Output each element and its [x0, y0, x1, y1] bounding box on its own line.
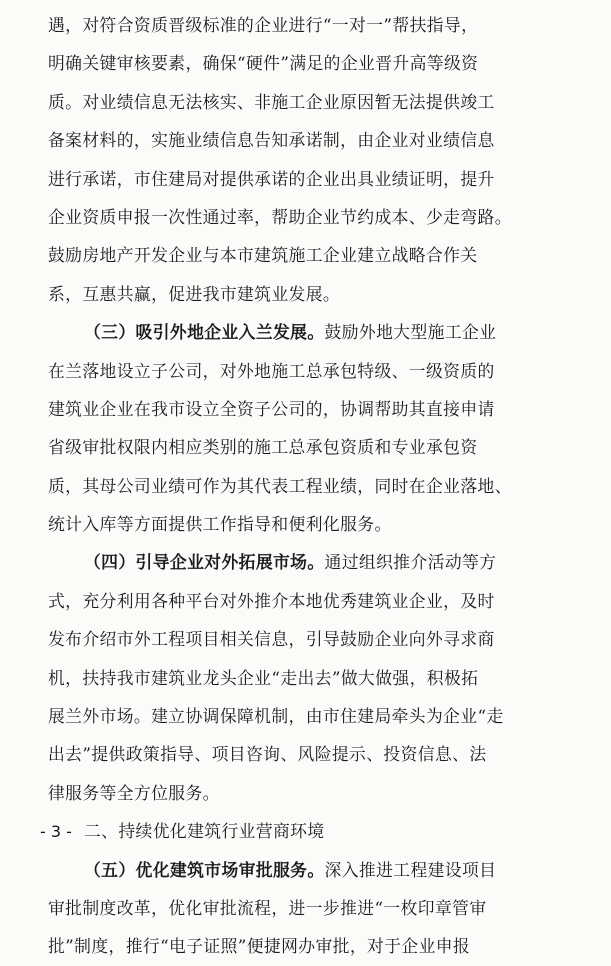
subsection-heading-3: （三）吸引外地企业入兰发展。 [84, 322, 325, 343]
section-heading: 二、持续优化建筑行业营商环境 [84, 821, 325, 842]
text-line: 质。对业绩信息无法核实、非施工企业原因暂无法提供竣工 [48, 91, 495, 112]
paragraph-first-line [48, 851, 568, 889]
document-page [48, 6, 568, 966]
paragraph-first-line [48, 543, 568, 581]
text-line: 鼓励房地产开发企业与本市建筑施工企业建立战略合作关 [48, 245, 478, 266]
text-line: 审批制度改革，优化审批流程，进一步推进“一枚印章管审 [48, 897, 487, 918]
text-line: 质，其母公司业绩可作为其代表工程业绩，同时在企业落地、 [48, 475, 512, 496]
text-line: 在兰落地设立子公司，对外地施工总承包特级、一级资质的 [48, 360, 495, 381]
text-run: 通过组织推介活动等方 [324, 552, 497, 573]
text-run: 深入推进工程建设项目 [324, 859, 497, 880]
text-run: 鼓励外地大型施工企业 [324, 322, 497, 343]
text-line: 明确关键审核要素，确保“硬件”满足的企业晋升高等级资 [48, 53, 479, 74]
text-line: 统计入库等方面提供工作指导和便利化服务。 [48, 514, 392, 535]
subsection-heading-4: （四）引导企业对外拓展市场。 [84, 552, 325, 573]
text-line: 发布介绍市外工程项目相关信息，引导鼓励企业向外寻求商 [48, 629, 495, 650]
text-line: 机，扶持我市建筑业龙头企业“走出去”做大做强，积极拓 [48, 667, 479, 688]
text-line: 备案材料的，实施业绩信息告知承诺制，由企业对业绩信息 [48, 130, 495, 151]
text-line: 展兰外市场。建立协调保障机制，由市住建局牵头为企业“走 [48, 706, 504, 727]
text-line: 系，互惠共赢，促进我市建筑业发展。 [48, 283, 341, 304]
text-line: 出去”提供政策指导、项目咨询、风险提示、投资信息、法 [48, 744, 487, 765]
paragraph-first-line [48, 313, 568, 351]
text-line: 企业资质申报一次性通过率，帮助企业节约成本、少走弯路。 [48, 206, 512, 227]
page-number: - 3 - [40, 822, 72, 841]
text-line: 批”制度，推行“电子证照”便捷网办审批，对于企业申报 [48, 936, 471, 957]
text-line: 建筑业企业在我市设立全资子公司的，协调帮助其直接申请 [48, 398, 495, 419]
text-line: 进行承诺，市住建局对提供承诺的企业出具业绩证明，提升 [48, 168, 495, 189]
text-line: 省级审批权限内相应类别的施工总承包资质和专业承包资 [48, 437, 478, 458]
text-line: 遇，对符合资质晋级标准的企业进行“一对一”帮扶指导， [48, 15, 479, 35]
subsection-heading-5: （五）优化建筑市场审批服务。 [84, 859, 325, 880]
text-line: 式，充分利用各种平台对外推介本地优秀建筑业企业，及时 [48, 590, 495, 611]
text-line: 律服务等全方位服务。 [48, 782, 220, 803]
